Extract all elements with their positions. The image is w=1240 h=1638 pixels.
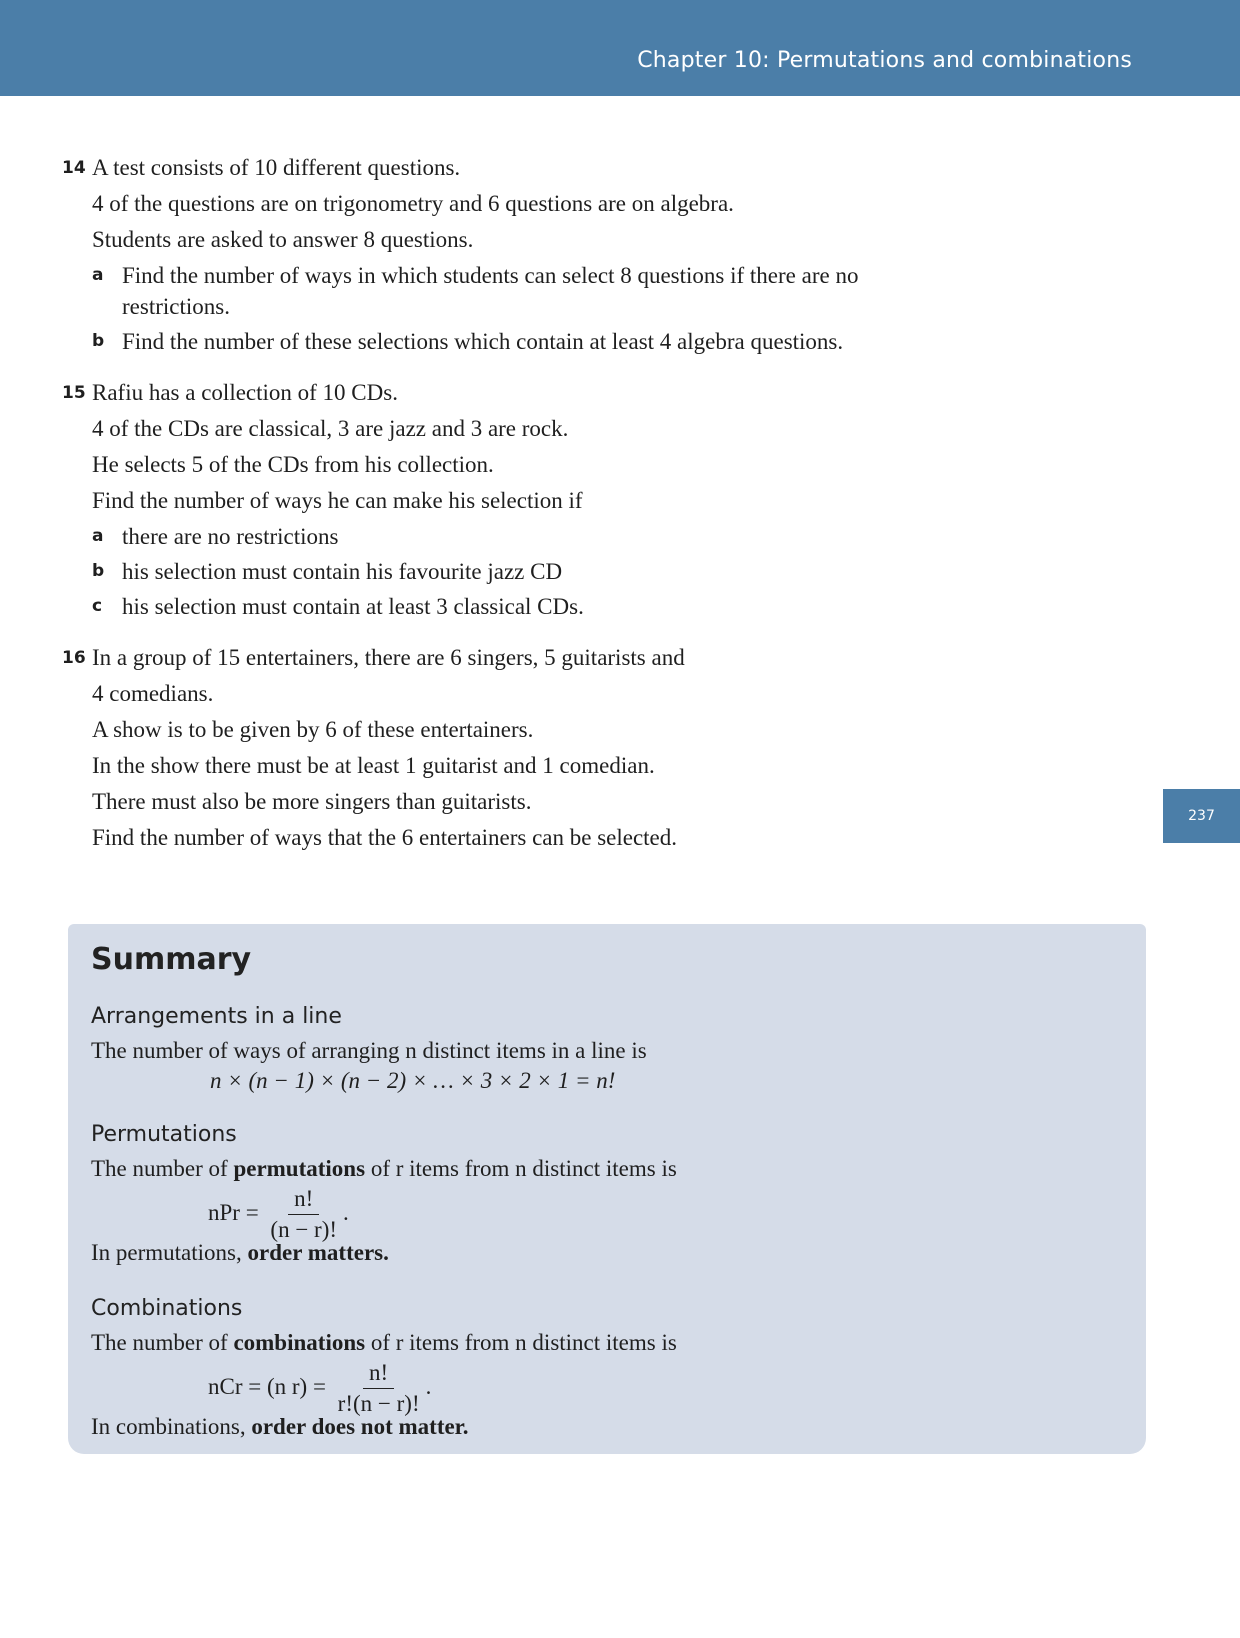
question-part [62,260,922,322]
question-part [62,556,922,587]
arrangements-text: The number of ways of arranging n distinct items in a line is [91,1038,647,1063]
part-letter: a [92,526,104,546]
question-part [62,326,922,357]
question-16 [62,640,922,856]
question-line: Find the number of ways that the 6 entertainers can be selected. [92,825,678,850]
question-line: A test consists of 10 different questions. [92,155,461,180]
summary-title: Summary [91,942,252,977]
page-number-tab: 237 [1163,789,1240,843]
question-15 [62,375,922,622]
question-line: Rafiu has a collection of 10 CDs. [92,380,398,405]
part-letter: b [92,331,105,351]
combinations-text: The number of combinations of r items from n distinct items is [91,1330,677,1355]
question-line: 4 of the questions are on trigonometry and 6 questions are on algebra. [92,191,734,216]
part-text: his selection must contain his favourite jazz CD [122,559,563,584]
question-line: Students are asked to answer 8 questions. [92,227,474,252]
combinations-note: In combinations, order does not matter. [91,1414,469,1439]
formula-denominator: (n − r)! [270,1217,338,1242]
chapter-title: Chapter 10: Permutations and combinations [637,48,1132,73]
question-line: 4 comedians. [92,681,214,706]
question-line: A show is to be given by 6 of these entertainers. [92,717,534,742]
part-letter: c [92,596,103,616]
formula-numerator: n! [363,1360,394,1389]
question-line: In a group of 15 entertainers, there are 6 singers, 5 guitarists and [92,645,685,670]
question-number: 16 [62,648,86,668]
combinations-term: combinations [233,1330,366,1355]
combinations-formula-lhs: nCr = (n r) = [208,1373,326,1399]
permutations-formula-lhs: nPr = [208,1199,259,1225]
question-line: He selects 5 of the CDs from his collection. [92,452,494,477]
permutations-formula: nPr = $\frac{n!}{(n - r)!}$ . [208,1186,349,1242]
question-line: 4 of the CDs are classical, 3 are jazz and 3 are rock. [92,416,569,441]
permutations-note: In permutations, order matters. [91,1240,389,1265]
formula-numerator: n! [288,1186,319,1215]
combinations-heading: Combinations [91,1296,243,1321]
formula-denominator: r!(n − r)! [337,1391,420,1416]
permutations-note-bold: order matters. [247,1240,389,1265]
question-part [62,591,922,622]
question-line: In the show there must be at least 1 guitarist and 1 comedian. [92,753,655,778]
question-14 [62,150,922,357]
chapter-header-band [0,0,1240,96]
part-text: Find the number of ways in which students can select 8 questions if there are no restrictions. [122,263,859,319]
part-letter: a [92,265,104,285]
permutations-heading: Permutations [91,1122,237,1147]
combinations-formula: nCr = (n r) = $\frac{n!}{r!(n - r)!}$ . [208,1360,432,1416]
summary-box [68,924,1146,1454]
arrangements-formula: n × (n − 1) × (n − 2) × … × 3 × 2 × 1 = n! [210,1068,616,1093]
part-letter: b [92,561,105,581]
combinations-note-bold: order does not matter. [251,1414,469,1439]
question-number: 14 [62,158,86,178]
question-part [62,521,922,552]
question-line: Find the number of ways he can make his selection if [92,488,583,513]
permutations-text: The number of permutations of r items from n distinct items is [91,1156,677,1181]
question-number: 15 [62,383,86,403]
part-text: his selection must contain at least 3 classical CDs. [122,594,584,619]
part-text: Find the number of these selections which contain at least 4 algebra questions. [122,329,844,354]
exercise-list [62,150,922,874]
permutations-term: permutations [233,1156,366,1181]
arrangements-heading: Arrangements in a line [91,1004,342,1029]
part-text: there are no restrictions [122,524,339,549]
question-line: There must also be more singers than guitarists. [92,789,532,814]
